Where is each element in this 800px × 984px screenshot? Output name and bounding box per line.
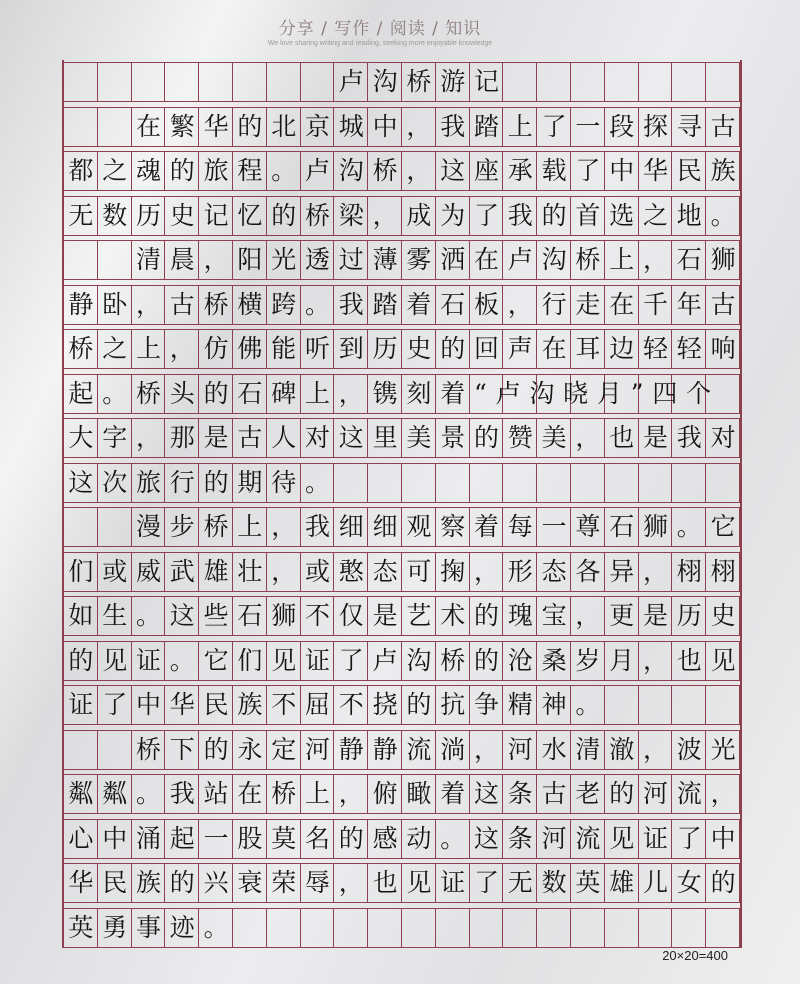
grid-row bbox=[64, 196, 745, 236]
essay-line: 无数历史记忆的桥梁，成为了我的首选之地。 bbox=[68, 200, 745, 230]
essay-line: 漫步桥上，我细细观察着每一尊石狮。它 bbox=[68, 512, 745, 541]
essay-line: 起。桥头的石碑上，镌刻着“卢沟晓月”四个 bbox=[68, 378, 720, 408]
grid-row bbox=[64, 730, 745, 770]
essay-line: 这次旅行的期待。 bbox=[68, 467, 339, 497]
grid-cell bbox=[672, 686, 706, 724]
grid-cell bbox=[436, 464, 470, 502]
grid-row bbox=[64, 107, 745, 147]
essay-line: 们或威武雄壮，或憨态可掬，形态各异，栩栩 bbox=[68, 556, 745, 586]
grid-cell bbox=[368, 464, 402, 502]
essay-line: 大字，那是古人对这里美景的赞美，也是我对 bbox=[68, 423, 745, 452]
brand-tagline: We love sharing writing and reading, seeking more enjoyable knowledge bbox=[267, 40, 493, 47]
essay-line: 桥下的永定河静静流淌，河水清澈，波光 bbox=[68, 734, 745, 764]
grid-cell bbox=[706, 686, 740, 724]
title-row bbox=[64, 62, 745, 102]
grid-size-label: 20×20=400 bbox=[662, 948, 728, 963]
grid-cell bbox=[537, 909, 571, 947]
essay-line: 静卧，古桥横跨。我踏着石板，行走在千年古 bbox=[68, 289, 745, 319]
grid-row bbox=[64, 596, 745, 636]
grid-row bbox=[64, 285, 745, 325]
grid-cell bbox=[571, 464, 605, 502]
grid-row bbox=[64, 863, 745, 903]
grid-cell bbox=[334, 909, 368, 947]
grid-row bbox=[64, 774, 745, 814]
essay-line: 如生。这些石狮不仅是艺术的瑰宝，更是历史 bbox=[68, 601, 745, 630]
grid-cell bbox=[470, 909, 504, 947]
essay-line: 证了中华民族不屈不挠的抗争精神。 bbox=[68, 690, 610, 719]
grid-cell bbox=[605, 686, 639, 724]
grid-row bbox=[64, 685, 740, 725]
grid-row bbox=[64, 463, 740, 503]
grid-cell bbox=[537, 464, 571, 502]
grid-cell bbox=[639, 686, 673, 724]
grid-row bbox=[64, 641, 745, 681]
grid-cell bbox=[605, 464, 639, 502]
grid-row bbox=[64, 240, 745, 280]
grid-cell bbox=[436, 909, 470, 947]
grid-row bbox=[64, 418, 745, 458]
grid-cell bbox=[503, 464, 537, 502]
grid-cell bbox=[571, 909, 605, 947]
essay-line: 的见证。它们见证了卢沟桥的沧桑岁月，也见 bbox=[68, 645, 745, 675]
grid-cell bbox=[639, 464, 673, 502]
grid-cell bbox=[706, 464, 740, 502]
essay-line: 粼粼。我站在桥上，俯瞰着这条古老的河流， bbox=[68, 779, 745, 808]
grid-cell bbox=[402, 909, 436, 947]
grid-cell bbox=[706, 909, 740, 947]
grid-cell bbox=[503, 909, 537, 947]
grid-cell bbox=[605, 909, 639, 947]
grid-row bbox=[64, 329, 745, 369]
grid-row bbox=[64, 151, 745, 191]
grid-row bbox=[64, 908, 740, 948]
grid-cell bbox=[267, 909, 301, 947]
essay-line: 桥之上，仿佛能听到历史的回声在耳边轻轻响 bbox=[68, 334, 745, 363]
grid-cell bbox=[470, 464, 504, 502]
essay-line: 心中涌起一股莫名的感动。这条河流见证了中 bbox=[68, 823, 745, 853]
grid-cell bbox=[334, 464, 368, 502]
essay-line: 在繁华的北京城中，我踏上了一段探寻古 bbox=[68, 111, 745, 141]
grid-cell bbox=[301, 909, 335, 947]
essay-line: 都之魂的旅程。卢沟桥，这座承载了中华民族 bbox=[68, 156, 745, 185]
grid-row bbox=[64, 819, 745, 859]
grid-cell bbox=[672, 464, 706, 502]
grid-row bbox=[64, 507, 745, 547]
grid-row bbox=[64, 552, 745, 592]
essay-title: 卢沟桥游记 bbox=[68, 67, 745, 96]
grid-cell bbox=[639, 909, 673, 947]
grid-cell bbox=[402, 464, 436, 502]
essay-line: 清晨，阳光透过薄雾洒在卢沟桥上，石狮 bbox=[68, 245, 745, 274]
grid-cell bbox=[368, 909, 402, 947]
grid-cell bbox=[233, 909, 267, 947]
grid-paper bbox=[62, 60, 745, 948]
essay-line: 华民族的兴衰荣辱，也见证了无数英雄儿女的 bbox=[68, 868, 745, 897]
grid-row bbox=[64, 374, 740, 414]
grid-cell bbox=[672, 909, 706, 947]
brand-title: 分享 / 写作 / 阅读 / 知识 bbox=[278, 19, 482, 39]
essay-line: 英勇事迹。 bbox=[68, 912, 238, 942]
